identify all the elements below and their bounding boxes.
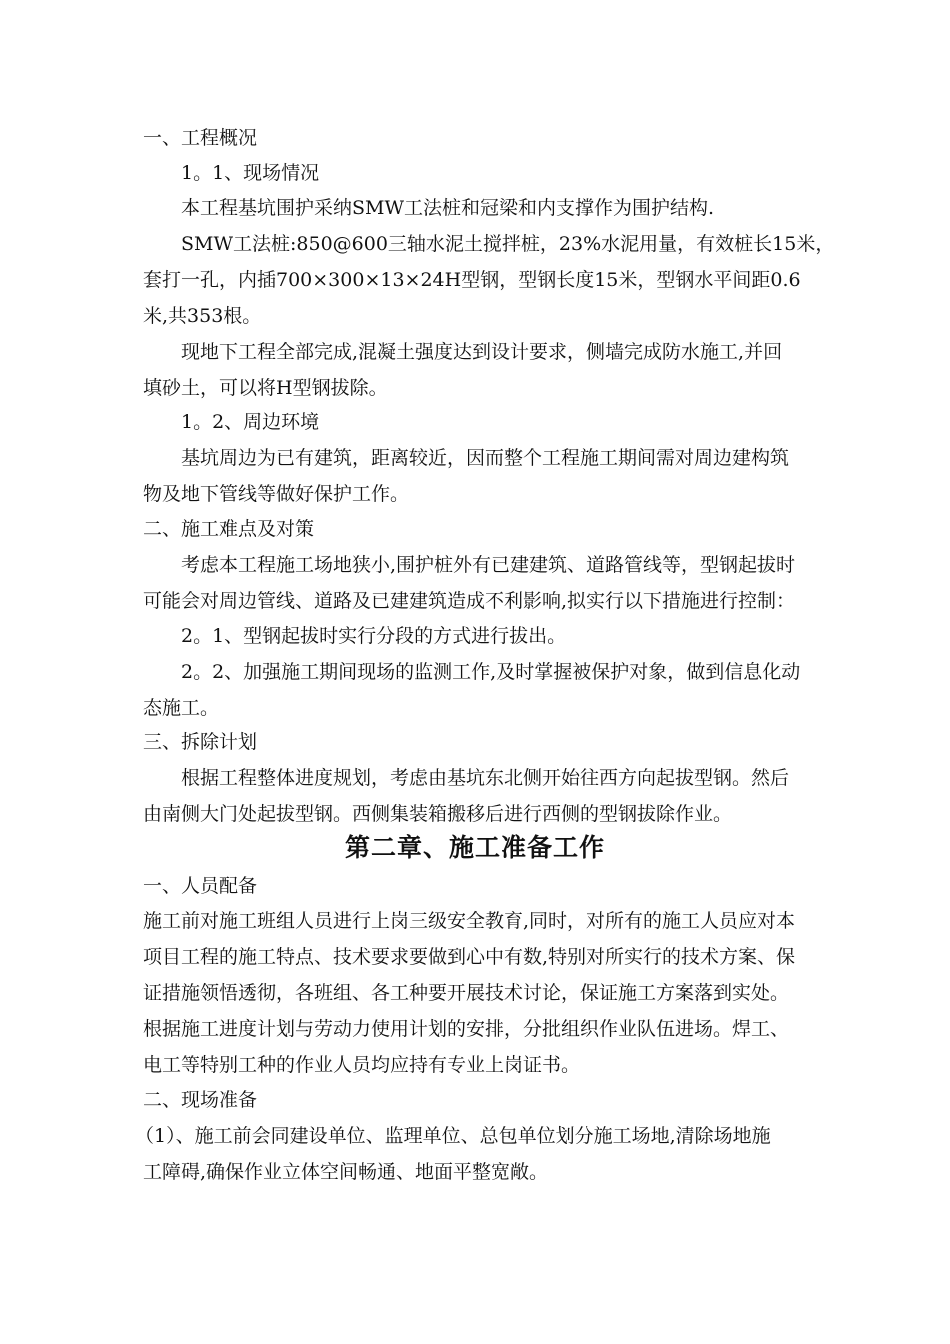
section-heading: 三、拆除计划	[143, 731, 258, 753]
subsection-heading: 1。1、现场情况	[181, 162, 320, 184]
paragraph-line: 现地下工程全部完成,混凝土强度达到设计要求，侧墙完成防水施工,并回	[181, 341, 783, 363]
section-heading: 一、工程概况	[143, 127, 258, 149]
paragraph-line: （1）、施工前会同建设单位、监理单位、总包单位划分施工场地,清除场地施	[135, 1125, 771, 1147]
paragraph-line: 套打一孔，内插700×300×13×24H型钢，型钢长度15米，型钢水平间距0.6	[143, 269, 801, 291]
paragraph-line: 施工前对施工班组人员进行上岗三级安全教育,同时，对所有的施工人员应对本	[143, 910, 796, 932]
paragraph-line: SMW工法桩:850@600三轴水泥土搅拌桩，23%水泥用量，有效桩长15米，	[181, 233, 835, 255]
paragraph-line: 可能会对周边管线、道路及已建建筑造成不利影响,拟实行以下措施进行控制：	[143, 590, 796, 612]
chapter-title: 第二章、施工准备工作	[344, 833, 605, 862]
section-heading: 二、施工难点及对策	[143, 518, 315, 540]
paragraph-line: 态施工。	[143, 697, 220, 719]
section-heading: 二、现场准备	[143, 1089, 258, 1111]
list-item: 2。2、加强施工期间现场的监测工作,及时掌握被保护对象，做到信息化动	[181, 661, 801, 683]
section-heading: 一、人员配备	[143, 875, 258, 897]
paragraph-line: 填砂土，可以将H型钢拔除。	[143, 377, 388, 399]
list-item: 2。1、型钢起拔时实行分段的方式进行拔出。	[181, 625, 567, 647]
paragraph-line: 本工程基坑围护采纳SMW工法桩和冠梁和内支撑作为围护结构.	[181, 197, 715, 219]
paragraph-line: 电工等特别工种的作业人员均应持有专业上岗证书。	[143, 1054, 581, 1076]
paragraph-line: 证措施领悟透彻，各班组、各工种要开展技术讨论，保证施工方案落到实处。	[143, 982, 790, 1004]
paragraph-line: 物及地下管线等做好保护工作。	[143, 483, 410, 505]
paragraph-line: 根据施工进度计划与劳动力使用计划的安排，分批组织作业队伍进场。焊工、	[143, 1018, 790, 1040]
paragraph-line: 基坑周边为已有建筑，距离较近，因而整个工程施工期间需对周边建构筑	[181, 447, 790, 469]
paragraph-line: 项目工程的施工特点、技术要求要做到心中有数,特别对所实行的技术方案、保	[143, 946, 796, 968]
paragraph-line: 根据工程整体进度规划，考虑由基坑东北侧开始往西方向起拔型钢。然后	[181, 767, 790, 789]
paragraph-line: 考虑本工程施工场地狭小,围护桩外有已建建筑、道路管线等，型钢起拔时	[181, 554, 796, 576]
paragraph-line: 米,共353根。	[143, 305, 262, 327]
subsection-heading: 1。2、周边环境	[181, 411, 320, 433]
paragraph-line: 工障碍,确保作业立体空间畅通、地面平整宽敞。	[143, 1161, 549, 1183]
paragraph-line: 由南侧大门处起拔型钢。西侧集装箱搬移后进行西侧的型钢拔除作业。	[143, 803, 733, 825]
